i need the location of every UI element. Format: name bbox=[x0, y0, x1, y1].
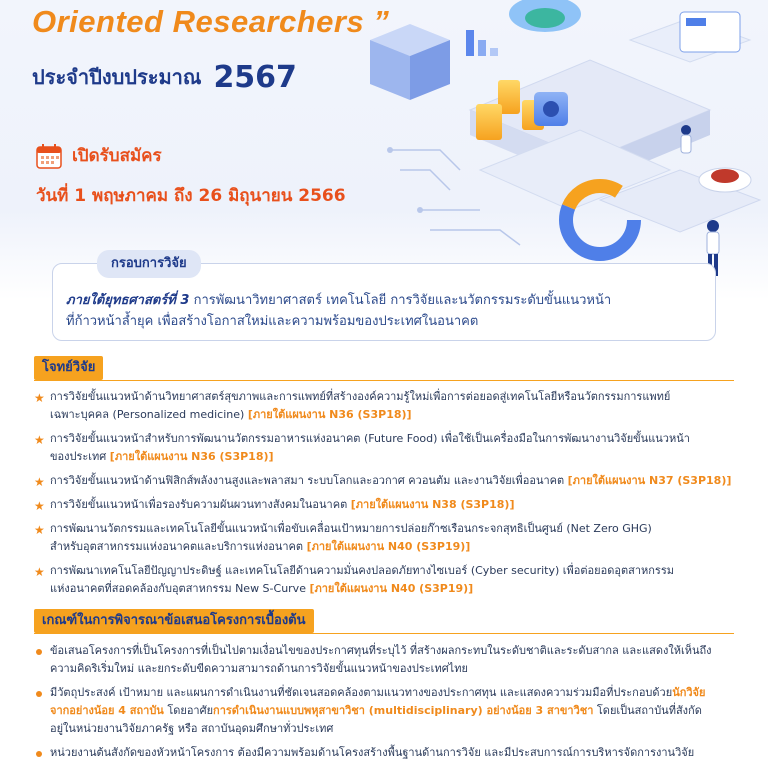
list-item bbox=[34, 562, 744, 598]
fiscal-year-title bbox=[32, 60, 297, 95]
bullet-icon bbox=[36, 751, 42, 757]
list-item bbox=[34, 684, 744, 738]
item-text: แห่งอนาคตที่สอดคล้องกับอุตสาหกรรม New S-Curve bbox=[50, 582, 310, 595]
item-text: การวิจัยขั้นแนวหน้าเพื่อรองรับความผันผวนทางสังคมในอนาคต bbox=[50, 498, 351, 511]
list-item bbox=[34, 496, 744, 514]
star-icon: ★ bbox=[34, 523, 45, 537]
item-text: อยู่ในหน่วยงานวิจัยภาครัฐ หรือ สถาบันอุดมศึกษาทั่วประเทศ bbox=[50, 722, 334, 735]
list-item bbox=[34, 744, 744, 762]
bullet-icon bbox=[36, 691, 42, 697]
research-framework-text bbox=[66, 290, 706, 332]
framework-line-1: การพัฒนาวิทยาศาสตร์ เทคโนโลยี การวิจัยและนวัตกรรมระดับขั้นแนวหน้า bbox=[189, 293, 612, 308]
item-text: สำหรับอุตสาหกรรมแห่งอนาคตและบริการแห่งอนาคต bbox=[50, 540, 307, 553]
section-divider bbox=[34, 380, 734, 381]
item-text: โดยเป็นสถาบันที่สังกัด bbox=[593, 704, 702, 717]
research-framework-tag: กรอบการวิจัย bbox=[97, 250, 201, 278]
plan-ref: [ภายใต้แผนงาน N40 (S3P19)] bbox=[309, 582, 474, 595]
criteria-heading: เกณฑ์ในการพิจารณาข้อเสนอโครงการเบื้องต้น bbox=[34, 609, 314, 633]
item-text: การพัฒนาเทคโนโลยีปัญญาประดิษฐ์ และเทคโนโลยีด้านความมั่นคงปลอดภัยทางไซเบอร์ (Cyber security) เพื่อต่อยอดอุตสาหกรรม bbox=[50, 564, 674, 577]
item-text: มีวัตถุประสงค์ เป้าหมาย และแผนการดำเนินงานที่ชัดเจนสอดคล้องตามแนวทางของประกาศทุน และแสดงความร่วมมือที่ประกอบด้วย bbox=[50, 686, 673, 699]
plan-ref: [ภายใต้แผนงาน N40 (S3P19)] bbox=[306, 540, 471, 553]
plan-ref: [ภายใต้แผนงาน N36 (S3P18)] bbox=[109, 450, 274, 463]
item-text: การวิจัยขั้นแนวหน้าด้านวิทยาศาสตร์สุขภาพและการแพทย์ที่สร้างองค์ความรู้ใหม่เพื่อการต่อยอดสู่เทคโนโลยีหรือนวัตกรรมการแพทย์ bbox=[50, 390, 671, 403]
star-icon: ★ bbox=[34, 499, 45, 513]
item-text: โดยอาศัย bbox=[163, 704, 214, 717]
item-text: การวิจัยขั้นแนวหน้าด้านฟิสิกส์พลังงานสูงและพลาสมา ระบบโลกและอวกาศ ควอนตัม และงานวิจัยเพื่ออนาคต bbox=[50, 474, 568, 487]
fiscal-year-number: 2567 bbox=[213, 60, 297, 95]
plan-ref: [ภายใต้แผนงาน N38 (S3P18)] bbox=[350, 498, 515, 511]
item-text: เฉพาะบุคคล (Personalized medicine) bbox=[50, 408, 248, 421]
application-dates: วันที่ 1 พฤษภาคม ถึง 26 มิถุนายน 2566 bbox=[36, 186, 346, 206]
application-open-label: เปิดรับสมัคร bbox=[72, 146, 162, 166]
star-icon: ★ bbox=[34, 433, 45, 447]
list-item bbox=[34, 430, 744, 466]
star-icon: ★ bbox=[34, 475, 45, 489]
fiscal-year-label: ประจำปีงบประมาณ bbox=[32, 65, 202, 89]
list-item bbox=[34, 472, 744, 490]
research-problems-heading: โจทย์วิจัย bbox=[34, 356, 103, 380]
research-illustration bbox=[330, 0, 768, 290]
highlight-text: นักวิจัย bbox=[672, 686, 706, 699]
star-icon: ★ bbox=[34, 391, 45, 405]
research-problems-list bbox=[34, 388, 744, 598]
item-text: หน่วยงานต้นสังกัดของหัวหน้าโครงการ ต้องมีความพร้อมด้านโครงสร้างพื้นฐานด้านการวิจัย และมีประสบการณ์การบริหารจัดการงานวิจัย bbox=[50, 746, 695, 759]
item-text: การวิจัยขั้นแนวหน้าสำหรับการพัฒนานวัตกรรมอาหารแห่งอนาคต (Future Food) เพื่อใช้เป็นเครื่องมือในการพัฒนางานวิจัยขั้นแนวหน้า bbox=[50, 432, 690, 445]
list-item bbox=[34, 388, 744, 424]
list-item bbox=[34, 520, 744, 556]
plan-ref: [ภายใต้แผนงาน N37 (S3P18)] bbox=[567, 474, 732, 487]
item-text: ความคิดริเริ่มใหม่ และยกระดับขีดความสามารถด้านการวิจัยขั้นแนวหน้าของประเทศไทย bbox=[50, 662, 468, 675]
application-open-row bbox=[36, 142, 162, 169]
list-item bbox=[34, 642, 744, 678]
strategy-label: ภายใต้ยุทธศาสตร์ที่ 3 bbox=[66, 293, 190, 308]
calendar-icon bbox=[36, 143, 62, 169]
highlight-text: จากอย่างน้อย 4 สถาบัน bbox=[50, 704, 164, 717]
section-divider bbox=[34, 633, 734, 634]
item-text: ของประเทศ bbox=[50, 450, 110, 463]
item-text: การพัฒนานวัตกรรมและเทคโนโลยีขั้นแนวหน้าเพื่อขับเคลื่อนเป้าหมายการปล่อยก๊าซเรือนกระจกสุทธิเป็นศูนย์ (Net Zero GHG) bbox=[50, 522, 652, 535]
item-text: ข้อเสนอโครงการที่เป็นโครงการที่เป็นไปตามเงื่อนไขของประกาศทุนที่ระบุไว้ ที่สร้างผลกระทบในระดับชาติและระดับสากล และแสดงให้เห็นถึง bbox=[50, 644, 712, 657]
title-line-1: Oriented Researchers ” bbox=[32, 4, 390, 39]
criteria-list bbox=[34, 642, 744, 762]
bullet-icon bbox=[36, 649, 42, 655]
highlight-text: การดำเนินงานแบบพหุสาขาวิชา (multidisciplinary) อย่างน้อย 3 สาขาวิชา bbox=[213, 704, 594, 717]
star-icon: ★ bbox=[34, 565, 45, 579]
plan-ref: [ภายใต้แผนงาน N36 (S3P18)] bbox=[247, 408, 412, 421]
framework-line-2: ที่ก้าวหน้าล้ำยุค เพื่อสร้างโอกาสใหม่และความพร้อมของประเทศในอนาคต bbox=[66, 314, 479, 329]
